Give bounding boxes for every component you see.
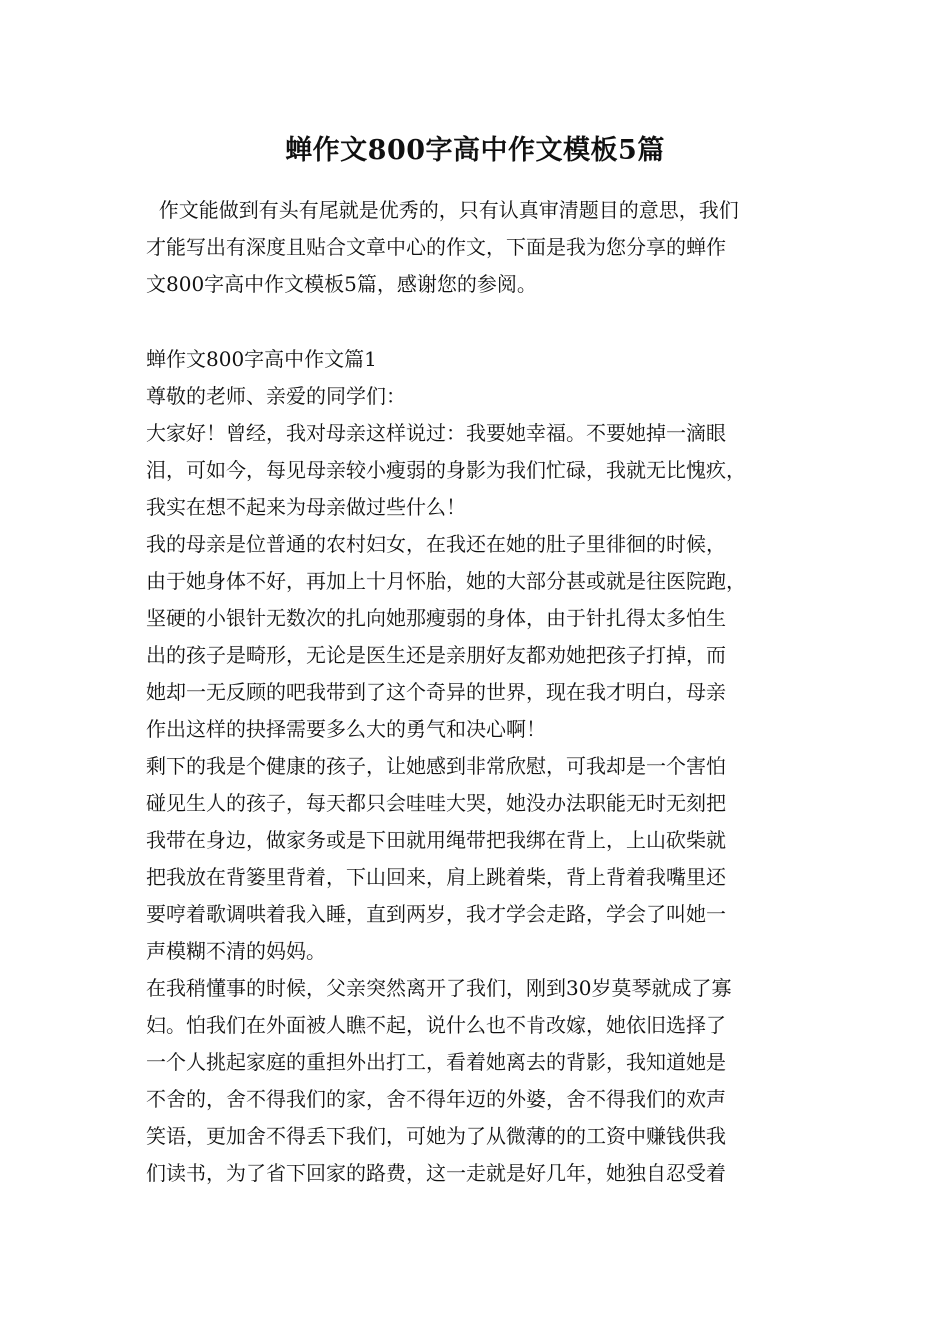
body-line: 出的孩子是畸形，无论是医生还是亲朋好友都劝她把孩子打掉，而	[146, 643, 726, 667]
intro-line: 才能写出有深度且贴合文章中心的作文，下面是我为您分享的蝉作	[146, 235, 726, 259]
intro-paragraph	[146, 192, 806, 303]
intro-line: 文800字高中作文模板5篇，感谢您的参阅。	[146, 272, 537, 296]
body-line: 由于她身体不好，再加上十月怀胎，她的大部分甚或就是往医院跑，	[146, 569, 746, 593]
salutation: 尊敬的老师、亲爱的同学们：	[146, 384, 406, 408]
essay-body	[146, 341, 808, 1192]
document-title: 蝉作文800字高中作文模板5篇	[285, 135, 665, 166]
body-line: 一个人挑起家庭的重担外出打工，看着她离去的背影，我知道她是	[146, 1050, 726, 1074]
body-line: 要哼着歌调哄着我入睡，直到两岁，我才学会走路，学会了叫她一	[146, 902, 726, 926]
body-line: 我的母亲是位普通的农村妇女，在我还在她的肚子里徘徊的时候，	[146, 532, 726, 556]
body-line: 碰见生人的孩子，每天都只会哇哇大哭，她没办法职能无时无刻把	[146, 791, 726, 815]
body-line: 在我稍懂事的时候，父亲突然离开了我们，刚到30岁莫琴就成了寡	[146, 976, 732, 1000]
intro-line: 作文能做到有头有尾就是优秀的，只有认真审清题目的意思，我们	[146, 198, 739, 222]
essay-heading: 蝉作文800字高中作文篇1	[146, 347, 377, 371]
body-line: 她却一无反顾的吧我带到了这个奇异的世界，现在我才明白，母亲	[146, 680, 726, 704]
body-line: 坚硬的小银针无数次的扎向她那瘦弱的身体，由于针扎得太多怕生	[146, 606, 726, 630]
body-line: 笑语，更加舍不得丢下我们，可她为了从微薄的的工资中赚钱供我	[146, 1124, 726, 1148]
body-line: 声模糊不清的妈妈。	[146, 939, 326, 963]
body-line: 妇。怕我们在外面被人瞧不起，说什么也不肯改嫁，她依旧选择了	[146, 1013, 726, 1037]
body-line: 我实在想不起来为母亲做过些什么！	[146, 495, 466, 519]
body-line: 把我放在背篓里背着，下山回来，肩上跳着柴，背上背着我嘴里还	[146, 865, 726, 889]
body-line: 们读书，为了省下回家的路费，这一走就是好几年，她独自忍受着	[146, 1161, 726, 1185]
body-line: 剩下的我是个健康的孩子，让她感到非常欣慰，可我却是一个害怕	[146, 754, 726, 778]
body-line: 泪，可如今，每见母亲较小瘦弱的身影为我们忙碌，我就无比愧疚，	[146, 458, 746, 482]
body-line: 我带在身边，做家务或是下田就用绳带把我绑在背上，上山砍柴就	[146, 828, 726, 852]
body-line: 作出这样的抉择需要多么大的勇气和决心啊！	[146, 717, 546, 741]
body-line: 大家好！曾经，我对母亲这样说过：我要她幸福。不要她掉一滴眼	[146, 421, 726, 445]
body-line: 不舍的，舍不得我们的家，舍不得年迈的外婆，舍不得我们的欢声	[146, 1087, 726, 1111]
